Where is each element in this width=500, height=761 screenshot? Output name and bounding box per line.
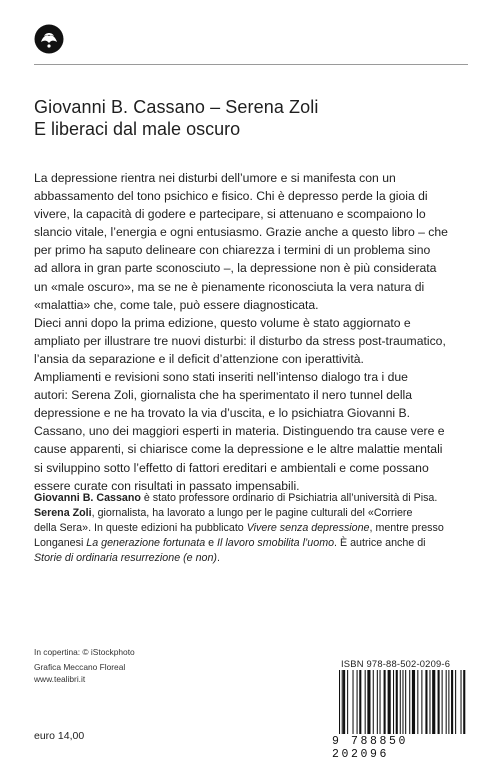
blurb-line: Cassano, uno dei maggiori esperti in materia. Distinguendo tra cause vere e — [34, 424, 445, 439]
blurb-line: La depressione rientra nei disturbi dell’umore e si manifesta con un — [34, 171, 396, 185]
barcode-bar — [388, 670, 391, 734]
publisher-emblem-icon — [34, 24, 64, 54]
barcode-bar — [347, 670, 348, 734]
barcode-bar — [446, 670, 447, 734]
blurb-line: vivere, la capacità di godere e partecipare, si attenuano e scompaiono lo — [34, 207, 426, 222]
author-name-zoli: Serena Zoli — [34, 507, 92, 520]
bio-text: della Sera». In queste edizioni ha pubblicato — [34, 522, 247, 535]
book-reference: Storie di ordinaria resurrezione (e non) — [34, 552, 217, 565]
bio-text: è stato professore ordinario di Psichiatria all’università di Pisa. — [140, 492, 438, 504]
cover-photo-credit: In copertina: © iStockphoto — [34, 647, 135, 657]
blurb-line: Dieci anni dopo la prima edizione, questo volume è stato aggiornato e — [34, 315, 411, 330]
barcode-bar — [409, 670, 410, 734]
barcode-bar — [438, 670, 440, 734]
book-reference: La generazione fortunata — [86, 537, 206, 550]
blurb-line: abbassamento del tono psichico e fisico. Chi è depresso perde la gioia di — [34, 189, 428, 204]
barcode-bar — [421, 670, 422, 734]
barcode-bar — [451, 670, 453, 734]
barcode-bar — [393, 670, 394, 734]
blurb-line: ampliato per illustrare tre nuovi disturbi: il disturbo da stress post-traumatico, — [34, 333, 446, 348]
barcode-bar — [365, 670, 366, 734]
barcode-bar — [384, 670, 386, 734]
barcode-bar — [373, 670, 374, 734]
barcode-bar — [417, 670, 418, 734]
bio-line — [34, 551, 472, 566]
barcode-bar — [463, 670, 465, 734]
author-bio — [34, 491, 472, 566]
blurb-line: essere curate con risultati in passato impensabili. — [34, 478, 300, 493]
bio-line — [34, 491, 472, 506]
blurb-line: cause apparenti, si chiarisce come la depressione e le altre malattie mentali — [34, 442, 443, 457]
book-title: E liberaci dal male oscuro — [34, 119, 241, 139]
bio-text: , mentre presso — [369, 522, 444, 535]
barcode-bar — [455, 670, 456, 734]
blurb-line: ad allora in gran parte sconosciuto –, la depressione non è più considerata — [34, 261, 437, 276]
barcode-bar — [402, 670, 403, 734]
blurb-line: autori: Serena Zoli, giornalista che ha sperimentato il nero tunnel della — [34, 388, 413, 403]
barcode-bar — [412, 670, 415, 734]
barcode-bar — [343, 670, 345, 734]
blurb-line: un «male oscuro», ma se ne è pienamente riconosciuta la vera natura di — [34, 279, 425, 294]
barcode-bar — [429, 670, 430, 734]
barcode-bar — [442, 670, 443, 734]
header-rule — [34, 64, 468, 65]
barcode-bars — [335, 670, 469, 734]
cover-credits — [34, 645, 135, 675]
barcode-bar — [425, 670, 427, 734]
bio-text: . È autrice anche di — [334, 537, 426, 550]
blurb-line: l’ansia da separazione e il deficit d’attenzione con iperattività. — [34, 351, 364, 366]
blurb-line: Ampliamenti e revisioni sono stati inseriti nell’intenso dialogo tra i due — [34, 370, 408, 385]
author-name-cassano: Giovanni B. Cassano — [34, 492, 141, 504]
barcode-bar — [461, 670, 462, 734]
barcode-bar — [339, 670, 340, 734]
blurb-line: per primo ha saputo delineare con chiarezza i termini di un problema sino — [34, 243, 431, 258]
barcode-bar — [342, 670, 343, 734]
barcode — [335, 670, 469, 734]
bio-text: Longanesi — [34, 537, 87, 550]
bio-text: , giornalista, ha lavorato a lungo per le pagine culturali del «Corriere — [91, 507, 413, 520]
blurb-line: «malattia» che, come tale, può essere diagnosticata. — [34, 297, 319, 312]
bio-text: e — [205, 537, 218, 550]
barcode-bar — [448, 670, 449, 734]
barcode-bar — [405, 670, 406, 734]
blurb-line: si sviluppino sotto l’effetto di fattori ereditari e ambientali e come possano — [34, 460, 429, 475]
barcode-bar — [380, 670, 381, 734]
barcode-bar — [353, 670, 354, 734]
book-reference: Il lavoro smobilita l’uomo — [217, 537, 335, 550]
barcode-bar — [396, 670, 398, 734]
barcode-bar — [377, 670, 378, 734]
bio-text: . — [216, 552, 220, 565]
barcode-digits: 9 788850 202096 — [332, 735, 409, 761]
graphic-design-credit: Grafica Meccano Floreal — [34, 662, 126, 672]
back-cover-blurb — [34, 169, 472, 495]
barcode-bar — [400, 670, 401, 734]
barcode-bar — [432, 670, 435, 734]
publisher-website: www.tealibri.it — [34, 674, 86, 684]
price: euro 14,00 — [34, 730, 85, 742]
bio-line — [34, 536, 472, 551]
book-authors: Giovanni B. Cassano – Serena Zoli — [34, 97, 319, 117]
bio-line — [34, 521, 472, 536]
barcode-bar — [359, 670, 361, 734]
blurb-line: depressione e ne ha trovato la via d’uscita, e lo psichiatra Giovanni B. — [34, 406, 410, 421]
blurb-line: slancio vitale, l’energia e ogni entusiasmo. Grazie anche a questo libro – che — [34, 225, 448, 240]
barcode-bar — [367, 670, 370, 734]
barcode-bar — [357, 670, 358, 734]
isbn-label: ISBN 978-88-502-0209-6 — [341, 658, 451, 669]
book-reference: Vivere senza depressione — [246, 522, 370, 535]
bio-line — [34, 506, 472, 521]
